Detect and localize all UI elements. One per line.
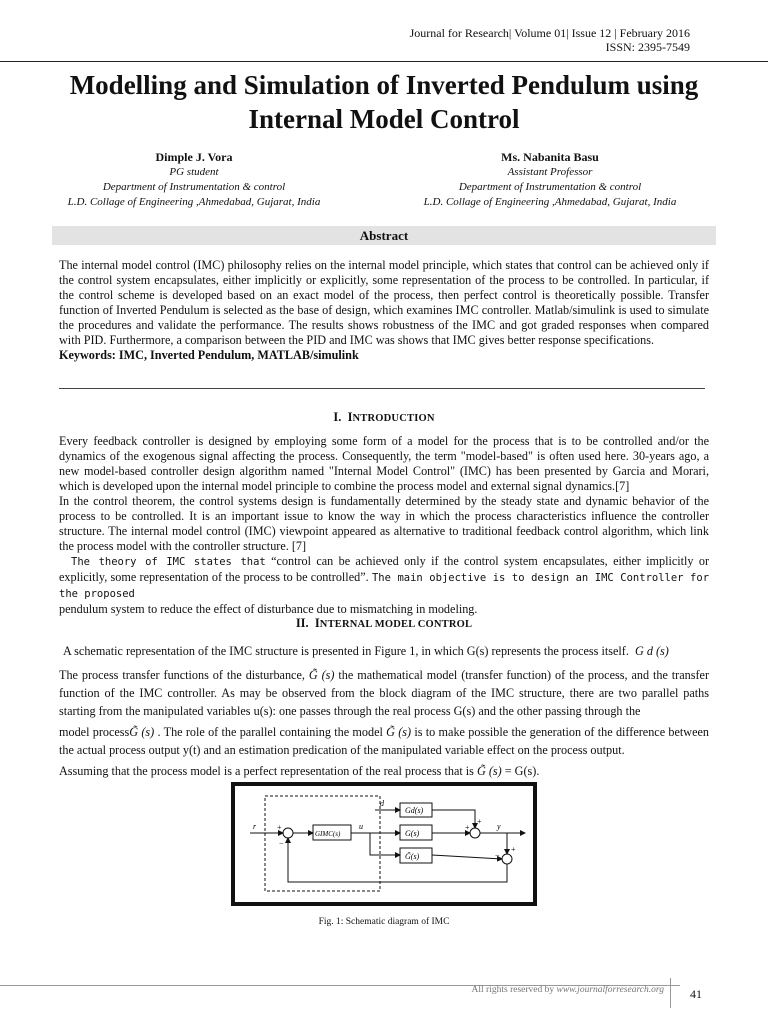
section-heading-imc [59, 616, 709, 631]
imc-paragraph-1 [59, 642, 709, 660]
author-role: PG student [169, 166, 219, 178]
intro-p3-b: “control can be achieved only if the control system encapsulates, either implicitly or explicitly, some representation of the process to be controlled”. [59, 554, 710, 584]
label-gd: Gd(s) [405, 806, 424, 815]
author-department: Department of Instrumentation & control [102, 181, 286, 193]
sign-plus-4: + [511, 845, 516, 854]
diagram-svg [235, 786, 533, 902]
label-gimc: GIMC(s) [315, 830, 341, 838]
imc-p2-a: The process transfer functions of the disturbance, [59, 668, 305, 682]
imc-p1-text: A schematic representation of the IMC structure is presented in Figure 1, in which G(s) represents the process itself. [63, 644, 629, 658]
intro-paragraph-3 [59, 554, 709, 602]
figure-caption: Fig. 1: Schematic diagram of IMC [318, 917, 450, 927]
summing-junction-2 [470, 828, 480, 838]
math-gtilde: G̃ (s) [476, 764, 502, 778]
author-2 [400, 150, 700, 210]
author-1 [59, 150, 329, 210]
imc-block-diagram [231, 782, 537, 906]
imc-p3-b: . The role of the parallel containing the model [157, 725, 383, 739]
section-number: II. [295, 616, 309, 630]
label-gtilde: G̃(s) [405, 852, 420, 861]
imc-p3-c: is to make possible the generation of the difference between the actual process output y(t) and an estimation predication of the manipulated variable effect on the process output. [59, 725, 709, 757]
abstract-text: The internal model control (IMC) philosophy relies on the internal model principle, which states that control can be achieved only if the control system encapsulates, either implicitly or explicitly, some representation of the process to be controlled. In particular, if the control scheme is developed based on an exact model of the process, then perfect control is theoretically possible. Transfer function of Inverted Pendulum is selected as the base of design, which examines IMC controller. Matlab/simulink is used to simulate the procedures and validate the performance. The results shows robustness of the IMC and got graded responses when compared with PID. Furthermore, a comparison between the PID and IMC was shows that IMC gives better response specifications. [59, 258, 709, 347]
sign-plus-1: + [277, 823, 282, 832]
keywords: Keywords: IMC, Inverted Pendulum, MATLAB/simulink [59, 348, 359, 362]
imc-p3-a: model process [59, 725, 130, 739]
author-affiliation: L.D. Collage of Engineering ,Ahmedabad, Gujarat, India [423, 196, 677, 208]
journal-header [410, 26, 690, 54]
sign-minus-1: − [279, 839, 284, 848]
imc-body [59, 642, 709, 780]
imc-p2-b: the mathematical model (transfer function) of the process, and the transfer function of the IMC controller. As may be observed from the block diagram of the IMC structure, there are two parallel paths starting from the manipulated variables u(s): one passes through the real process G(s) and the other passing through the [59, 668, 710, 718]
issn: ISSN: 2395-7549 [605, 40, 690, 54]
label-r: r [253, 822, 257, 831]
intro-paragraph-2: In the control theorem, the control systems design is fundamentally determined by the steady state and dynamic behavior of the process to be controlled. It is an important issue to know the way in which the process characteristics influence the controller structure. The internal model control (IMC) viewpoint appeared as alternative to traditional feedback control algorithm, which link the process model with the controller structure. [7] [59, 494, 709, 553]
rights-text: All rights reserved by [471, 985, 557, 995]
section-title-rest: NTERNAL MODEL CONTROL [319, 619, 473, 630]
author-affiliation: L.D. Collage of Engineering ,Ahmedabad, Gujarat, India [67, 196, 321, 208]
journal-line: Journal for Research| Volume 01| Issue 12 | February 2016 [409, 26, 690, 40]
author-name: Dimple J. Vora [155, 150, 233, 164]
section-title-rest: NTRODUCTION [352, 413, 435, 424]
author-department: Department of Instrumentation & control [458, 181, 642, 193]
label-g: G(s) [405, 829, 420, 838]
section-title-initial: I [347, 410, 353, 424]
label-d: d [380, 799, 384, 808]
page-number: 41 [690, 987, 702, 1001]
intro-paragraph-3-end: pendulum system to reduce the effect of disturbance due to mismatching in modeling. [59, 602, 478, 616]
imc-p4-a: Assuming that the process model is a perfect representation of the real process that is [59, 764, 474, 778]
introduction-body [59, 434, 709, 617]
math-gtilde: G̃ (s) [386, 725, 412, 739]
abstract-divider [59, 388, 705, 389]
author-role: Assistant Professor [507, 166, 593, 178]
section-title-initial: I [314, 616, 320, 630]
intro-p3-a: The theory of IMC states that [71, 556, 266, 568]
sign-minus-2: − [495, 851, 500, 860]
paper-title: Modelling and Simulation of Inverted Pendulum using Internal Model Control [69, 70, 699, 134]
label-y: y [497, 822, 501, 831]
imc-paragraph-2 [59, 666, 709, 720]
math-gtilde: G̃ (s) [308, 668, 335, 682]
abstract-heading: Abstract [52, 226, 716, 245]
summing-junction-1 [283, 828, 293, 838]
sign-plus-2: + [477, 817, 482, 826]
abstract-body [59, 258, 709, 363]
sign-plus-3: + [465, 823, 470, 832]
section-heading-introduction [59, 410, 709, 425]
summing-junction-3 [502, 854, 512, 864]
footer-rights [330, 985, 664, 995]
author-name: Ms. Nabanita Basu [501, 150, 599, 164]
journal-url[interactable]: www.journalforresearch.org [556, 985, 664, 995]
imc-p4-b: = G(s). [504, 764, 540, 778]
header-divider [0, 61, 768, 62]
intro-p3-c: The main objective is to design an IMC Controller for the proposed [59, 572, 710, 600]
imc-paragraph-4 [59, 762, 709, 780]
intro-paragraph-1: Every feedback controller is designed by employing some form of a model for the process that is to be controlled and/or the dynamics of the exogenous signal affecting the process. Consequently, the term "model-based" is often used here. 30-years ago, a new model-based controller design algorithm named "Internal Model Control" (IMC) has been presented by Garcia and Morari, which is developed upon the internal model principle to combine the process model and external signal dynamics.[7] [59, 434, 709, 493]
math-gd: G d (s) [634, 644, 669, 658]
imc-paragraph-3 [59, 723, 709, 759]
section-number: I. [333, 410, 342, 424]
math-gtilde: G̃ (s) [129, 725, 155, 739]
label-u: u [359, 822, 363, 831]
